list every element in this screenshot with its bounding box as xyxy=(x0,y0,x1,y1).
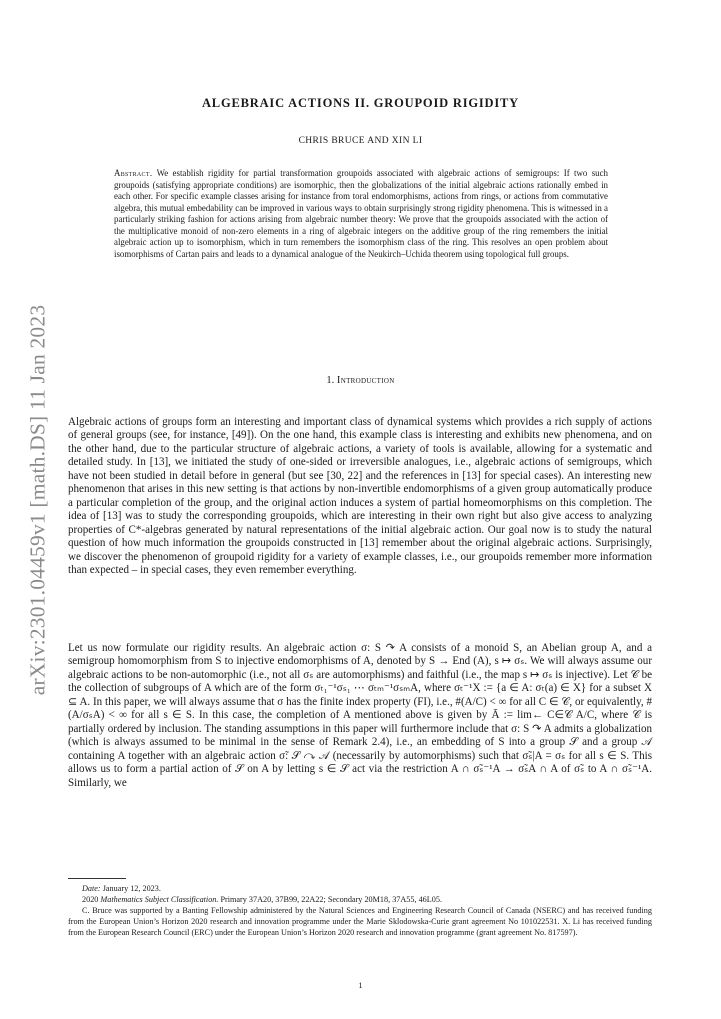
footnote-rule xyxy=(68,878,126,879)
arxiv-identifier-sidebar xyxy=(22,304,54,696)
abstract-text: We establish rigidity for partial transformation groupoids associated with algebraic actions of semigroups: If two such groupoids (satisfying appropriate conditions) are isomorphic, then the globalizations of the initial algebraic actions rationally embed in each other. For specific example classes arising for instance from toral endomorphisms, actions from rings, or actions from commutative algebra, this mutual embedability can be improved in various ways to obtain surprisingly strong rigidity phenomena. This is witnessed in a particularly striking fashion for actions arising from algebraic number theory: We prove that the groupoids associated with the action of the multiplicative monoid of non-zero elements in a ring of algebraic integers on the additive group of the ring remembers the initial algebraic action up to isomorphism, which in turn remembers the isomorphism class of the ring. This resolves an open problem about isomorphisms of Cartan pairs and leads to a dynamical analogue of the Neukirch–Uchida theorem using topological full groups. xyxy=(114,168,608,259)
paper-authors: CHRIS BRUCE AND XIN LI xyxy=(298,136,423,146)
msc-label: Mathematics Subject Classification. xyxy=(100,895,219,905)
date-value: January 12, 2023. xyxy=(102,884,161,893)
abstract-label: Abstract. xyxy=(114,168,153,178)
section-heading xyxy=(0,375,721,386)
body-paragraph-1: Algebraic actions of groups form an interesting and important class of dynamical systems which provides a rich supply of actions of general groups (see, for instance, [49]). On the one hand, this example class is interesting and exhibits new phenomena, and on the other hand, due to the particular structure of algebraic actions, a variety of tools is available, allowing for a systematic and detailed study. In [13], we initiated the study of one-sided or irreversible analogues, i.e., algebraic actions of semigroups, which have not been studied in detail before in general (but see [30, 22] and the references in [13] for special cases). An interesting new phenomenon that arises in this new setting is that actions by non-invertible endomorphisms of a given group automatically produce a particular completion of the group, and the original action induces a system of partial homeomorphisms on this completion. The idea of [13] was to study the corresponding groupoids, which are interesting in their own right but also give access to analyzing properties of C*-algebras generated by natural representations of the initial algebraic action. Our goal now is to study the natural question of how much information the groupoids constructed in [13] remember about the original algebraic actions. Surprisingly, we discover the phenomenon of groupoid rigidity for a variety of example classes, i.e., our groupoids remember more information than expected – in special cases, they even remember everything. xyxy=(68,416,652,576)
arxiv-id: arXiv:2301.04459v1 [math.DS] 11 Jan 2023 xyxy=(25,304,50,696)
footnote-funding: C. Bruce was supported by a Banting Fellowship administered by the Natural Sciences and Engineering Research Council of Canada (NSERC) and has received funding from the European Union’s Horizon 2020 research and innovation programme under the Marie Sklodowska-Curie grant agreement No 101022531. X. Li has received funding from the European Research Council (ERC) under the European Union’s Horizon 2020 research and innovation programme (grant agreement No. 817597). xyxy=(68,906,652,938)
date-label: Date: xyxy=(82,884,101,893)
footnotes xyxy=(68,883,652,938)
paper-title: ALGEBRAIC ACTIONS II. GROUPOID RIGIDITY xyxy=(201,96,519,110)
footnote-msc xyxy=(68,894,652,905)
abstract xyxy=(114,168,608,260)
body-paragraph-2: Let us now formulate our rigidity results. An algebraic action σ: S ↷ A consists of a monoid S, an Abelian group A, and a semigroup homomorphism from S to injective endomorphisms of A, denoted by S → End (A), s ↦ σₛ. We will always assume our algebraic actions to be non-automorphic (i.e., not all σₛ are automorphisms) and faithful (i.e., the map s ↦ σₛ is injective). Let 𝒞 be the collection of subgroups of A which are of the form σₜ₁⁻¹σₛ₁ ⋯ σₜₘ⁻¹σₛₘA, where σₜ⁻¹X := {a ∈ A: σₜ(a) ∈ X} for a subset X ⊆ A. In this paper, we will always assume that σ has the finite index property (FI), i.e., #(A/C) < ∞ for all C ∈ 𝒞, or equivalently, #(A/σₛA) < ∞ for all s ∈ S. In this case, the completion of A mentioned above is given by Ā := lim← C∈𝒞 A/C, where 𝒞 is partially ordered by inclusion. The standing assumptions in this paper will furthermore include that σ: S ↷ A admits a globalization (which is always assumed to be minimal in the sense of Remark 2.4), i.e., an embedding of S into a group 𝒮 and a group 𝒜 containing A together with an algebraic action σ̃: 𝒮 ↷ 𝒜 (necessarily by automorphisms) such that σ̃ₛ|A = σₛ for all s ∈ S. This allows us to form a partial action of 𝒮 on A by letting s ∈ 𝒮 act via the restriction A ∩ σ̃ₛ⁻¹A → σ̃ₛA ∩ A of σ̃ₛ to A ∩ σ̃ₛ⁻¹A. Similarly, we xyxy=(68,642,652,789)
section-title: Introduction xyxy=(336,375,395,386)
section-number: 1. xyxy=(326,375,335,386)
page-number: 1 xyxy=(358,980,363,990)
footnote-date xyxy=(68,883,652,894)
msc-codes: Primary 37A20, 37B99, 22A22; Secondary 20M18, 37A55, 46L05. xyxy=(220,895,443,905)
msc-year: 2020 xyxy=(82,895,99,905)
